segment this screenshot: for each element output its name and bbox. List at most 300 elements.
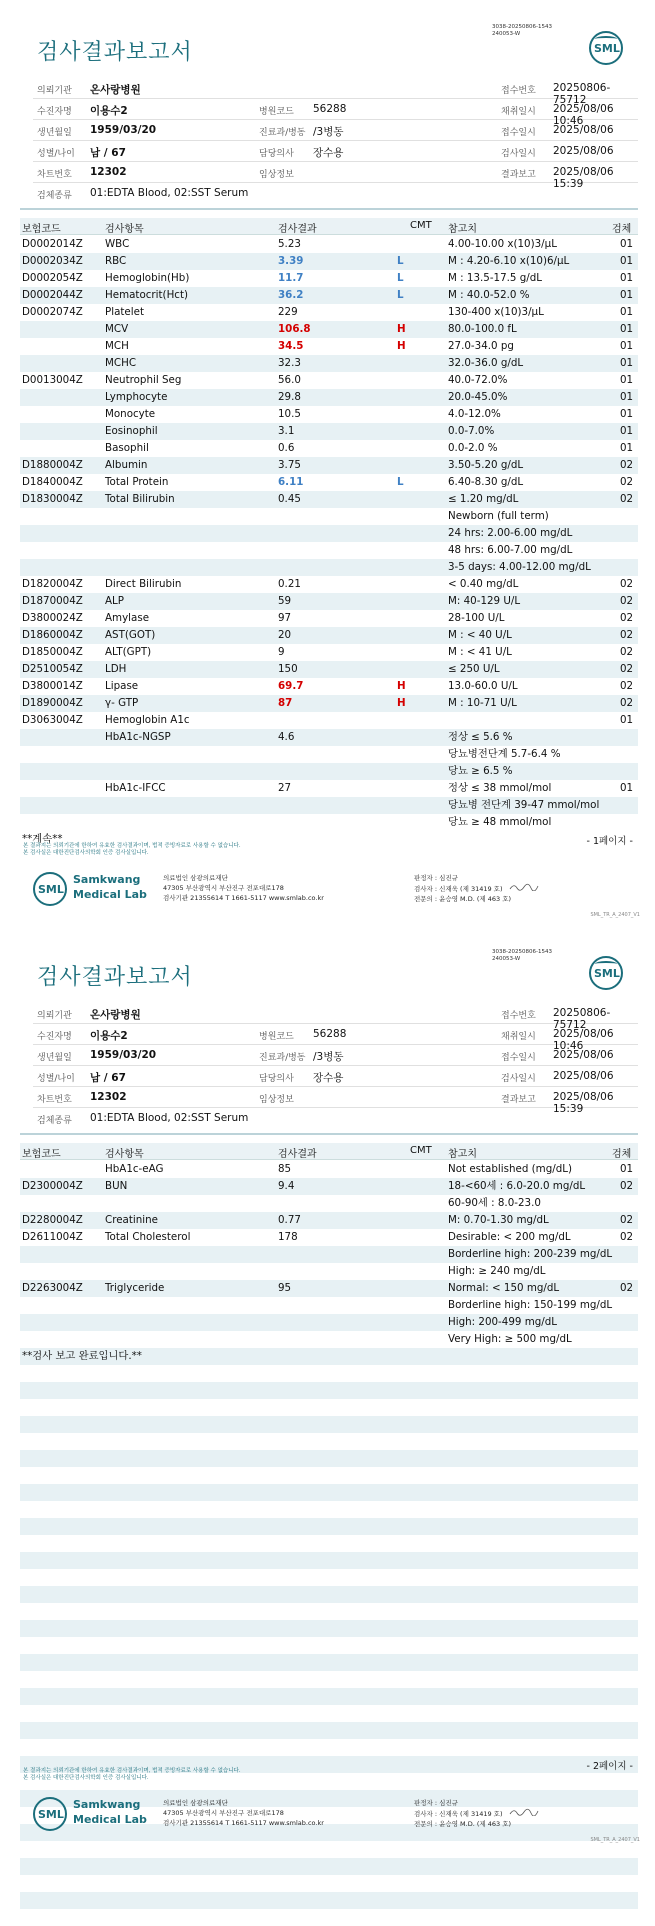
reference-range: M: 0.70-1.30 mg/dL (448, 1214, 549, 1226)
test-result: 32.3 (278, 357, 301, 369)
table-row (20, 695, 638, 712)
label-receipt-no: 접수번호 (501, 86, 536, 96)
reference-range: 당뇨 ≥ 48 mmol/mol (448, 816, 552, 828)
receipt-date: 2025/08/06 (553, 124, 614, 136)
insurance-code: D2263004Z (22, 1282, 83, 1294)
specimen-code: 02 (620, 1214, 634, 1226)
insurance-code: D2510054Z (22, 663, 83, 675)
reference-range: 6.40-8.30 g/dL (448, 476, 524, 488)
test-name: Hematocrit(Hct) (105, 289, 189, 301)
footer-logo: SML Samkwang Medical Lab (33, 868, 133, 908)
test-name: Hemoglobin(Hb) (105, 272, 190, 284)
footer-signatures: 판정자 : 심진규 검사자 : 신재욱 (제 31419 호) 전문의 : 윤승영 M.D. (제 463 호) (414, 873, 539, 904)
test-result: 4.6 (278, 731, 295, 743)
table-row (20, 355, 638, 372)
specimen-code: 02 (620, 1282, 634, 1294)
report-datetime: 2025/08/06 15:39 (553, 166, 614, 190)
test-result: 229 (278, 306, 298, 318)
header-row-3: 생년월일 1959/03/20 진료과/병동 /3병동 접수일시 2025/08/06 (33, 1045, 638, 1066)
specimen-code: 02 (620, 697, 634, 709)
insurance-code: D2280004Z (22, 1214, 83, 1226)
test-name: RBC (105, 255, 127, 267)
test-name: MCV (105, 323, 129, 335)
test-result: 27 (278, 782, 292, 794)
specimen-code: 02 (620, 595, 634, 607)
test-result: 0.45 (278, 493, 301, 505)
footer-info: 의료법인 삼광의료재단 47305 부산광역시 부산진구 전포대로178 검사기관 21355614 T 1661-5117 www.smlab.co.kr (163, 1799, 324, 1827)
specimen-code: 02 (620, 612, 634, 624)
table-row (20, 457, 638, 474)
reference-range: 32.0-36.0 g/dL (448, 357, 524, 369)
test-name: Direct Bilirubin (105, 578, 182, 590)
table-row (20, 661, 638, 678)
test-date: 2025/08/06 (553, 145, 614, 157)
table-row (20, 814, 638, 831)
insurance-code: D2611004Z (22, 1231, 83, 1243)
table-row (20, 1263, 638, 1280)
barcode-text: 3038-20250806-1543 240053-W (492, 24, 552, 37)
empty-row (20, 1909, 638, 1926)
table-row (20, 304, 638, 321)
report-page-2 (0, 925, 655, 1850)
test-name: Basophil (105, 442, 149, 454)
sex-age: 남 / 67 (90, 147, 126, 159)
reference-range: M : < 41 U/L (448, 646, 512, 658)
empty-row (20, 1875, 638, 1892)
insurance-code: D0002044Z (22, 289, 83, 301)
reference-range: 당뇨병전단계 5.7-6.4 % (448, 748, 561, 760)
reference-range: 3-5 days: 4.00-12.00 mg/dL (448, 561, 591, 573)
reference-range: 20.0-45.0% (448, 391, 508, 403)
test-name: Total Bilirubin (105, 493, 175, 505)
form-code: SML_TR_A_2407_V1 (590, 1837, 640, 1843)
reference-range: 24 hrs: 2.00-6.00 mg/dL (448, 527, 573, 539)
insurance-code: D1830004Z (22, 493, 83, 505)
table-row (20, 440, 638, 457)
table-row (20, 321, 638, 338)
test-name: Total Protein (105, 476, 169, 488)
table-row (20, 287, 638, 304)
insurance-code: D3800024Z (22, 612, 83, 624)
cmt-flag: H (397, 697, 406, 709)
specimen-code: 01 (620, 374, 634, 386)
test-name: AST(GOT) (105, 629, 156, 641)
test-result: 9 (278, 646, 285, 658)
reference-range: Borderline high: 150-199 mg/dL (448, 1299, 613, 1311)
empty-row (20, 1654, 638, 1671)
reference-range: 0.0-7.0% (448, 425, 495, 437)
reference-range: 13.0-60.0 U/L (448, 680, 518, 692)
table-row (20, 797, 638, 814)
header-row-1 (33, 78, 638, 106)
test-name: HbA1c-eAG (105, 1163, 164, 1175)
test-name: BUN (105, 1180, 128, 1192)
specimen-code: 01 (620, 391, 634, 403)
reference-range: Borderline high: 200-239 mg/dL (448, 1248, 613, 1260)
insurance-code: D1850004Z (22, 646, 83, 658)
cmt-flag: H (397, 340, 406, 352)
empty-row (20, 1365, 638, 1382)
specimen-code: 02 (620, 663, 634, 675)
test-name: Monocyte (105, 408, 156, 420)
test-result: 85 (278, 1163, 292, 1175)
results-table-page-1 (20, 236, 638, 831)
test-result: 69.7 (278, 680, 304, 692)
header-row-1: 의뢰기관 온사랑병원 접수번호 20250806-75712 (33, 1003, 638, 1024)
cmt-flag: L (397, 476, 404, 488)
cmt-flag: L (397, 289, 404, 301)
specimen-code: 01 (620, 238, 634, 250)
report-title: 검사결과보고서 (37, 40, 193, 65)
footer-note: 본 결과지는 의뢰기관에 한하여 유효한 검사결과이며, 법적 증빙자료로 사용할 수 없습니다. 본 검사실은 대한진단검사의학회 인증 검사실입니다. (23, 1768, 241, 1781)
test-result: 59 (278, 595, 292, 607)
empty-row (20, 1858, 638, 1875)
table-row (20, 712, 638, 729)
reference-range: M : 4.20-6.10 x(10)6/μL (448, 255, 570, 267)
test-name: Neutrophil Seg (105, 374, 182, 386)
table-row (20, 236, 638, 253)
empty-row (20, 1892, 638, 1909)
test-result: 95 (278, 1282, 292, 1294)
test-result: 56.0 (278, 374, 301, 386)
specimen-code: 01 (620, 714, 634, 726)
reference-range: M : 10-71 U/L (448, 697, 517, 709)
insurance-code: D3063004Z (22, 714, 83, 726)
insurance-code: D0013004Z (22, 374, 83, 386)
reference-range: Desirable: < 200 mg/dL (448, 1231, 571, 1243)
reference-range: 정상 ≤ 38 mmol/mol (448, 782, 552, 794)
table-row (20, 678, 638, 695)
test-result: 178 (278, 1231, 298, 1243)
test-result: 0.77 (278, 1214, 301, 1226)
table-row (20, 1161, 638, 1178)
test-name: Hemoglobin A1c (105, 714, 190, 726)
specimen-code: 01 (620, 323, 634, 335)
receipt-no: 20250806-75712 (553, 82, 611, 106)
form-code: SML_TR_A_2407_V1 (590, 912, 640, 918)
test-name: HbA1c-NGSP (105, 731, 171, 743)
test-result: 87 (278, 697, 293, 709)
table-row (20, 729, 638, 746)
test-result: 11.7 (278, 272, 304, 284)
header-row-5: 차트번호 12302 임상정보 결과보고 2025/08/06 15:39 (33, 1087, 638, 1108)
table-row (20, 780, 638, 797)
insurance-code: D1880004Z (22, 459, 83, 471)
empty-row (20, 1348, 638, 1365)
reference-range: ≤ 250 U/L (448, 663, 500, 675)
reference-range: 당뇨병 전단계 39-47 mmol/mol (448, 799, 600, 811)
reference-range: ≤ 1.20 mg/dL (448, 493, 519, 505)
specimen-code: 02 (620, 680, 634, 692)
empty-row (20, 1586, 638, 1603)
specimen-code: 01 (620, 1163, 634, 1175)
empty-row (20, 1637, 638, 1654)
reference-range: 130-400 x(10)3/μL (448, 306, 544, 318)
specimen-code: 01 (620, 425, 634, 437)
empty-row (20, 1382, 638, 1399)
header-row-4: 성별/나이 남 / 67 담당의사 장수용 검사일시 2025/08/06 (33, 141, 638, 162)
empty-row (20, 1484, 638, 1501)
footer-note: 본 결과지는 의뢰기관에 한하여 유효한 검사결과이며, 법적 증빙자료로 사용할 수 없습니다. 본 검사실은 대한진단검사의학회 인증 검사실입니다. (23, 843, 241, 856)
header-row-6: 검체종류 01:EDTA Blood, 02:SST Serum (37, 1112, 249, 1126)
test-name: Eosinophil (105, 425, 158, 437)
sml-logo: SML (589, 956, 623, 990)
hospital-code: 56288 (313, 103, 347, 115)
insurance-code: D3800014Z (22, 680, 83, 692)
empty-row (20, 1433, 638, 1450)
insurance-code: D1860004Z (22, 629, 83, 641)
specimen-code: 02 (620, 476, 634, 488)
reference-range: 40.0-72.0% (448, 374, 508, 386)
reference-range: 당뇨 ≥ 6.5 % (448, 765, 513, 777)
specimen-code: 01 (620, 408, 634, 420)
specimen-code: 02 (620, 646, 634, 658)
empty-row (20, 1535, 638, 1552)
footer-info: 의료법인 삼광의료재단 47305 부산광역시 부산진구 전포대로178 검사기관 21355614 T 1661-5117 www.smlab.co.kr (163, 874, 324, 902)
table-row (20, 372, 638, 389)
empty-row (20, 1416, 638, 1433)
cmt-flag: L (397, 272, 404, 284)
report-title: 검사결과보고서 (37, 965, 193, 990)
table-row (20, 1297, 638, 1314)
specimen-code: 02 (620, 629, 634, 641)
reference-range: 18-<60세 : 6.0-20.0 mg/dL (448, 1180, 586, 1192)
test-result: 97 (278, 612, 292, 624)
reference-range: 정상 ≤ 5.6 % (448, 731, 513, 743)
empty-row (20, 1739, 638, 1756)
table-row (20, 1314, 638, 1331)
test-name: ALT(GPT) (105, 646, 152, 658)
reference-range: Normal: < 150 mg/dL (448, 1282, 560, 1294)
empty-row (20, 1705, 638, 1722)
specimen-code: 01 (620, 442, 634, 454)
reference-range: M : 13.5-17.5 g/dL (448, 272, 543, 284)
reference-range: 28-100 U/L (448, 612, 505, 624)
reference-range: High: 200-499 mg/dL (448, 1316, 558, 1328)
specimen-code: 01 (620, 272, 634, 284)
label-hospital: 의뢰기관 (37, 86, 72, 96)
insurance-code: D2300004Z (22, 1180, 83, 1192)
table-row (20, 389, 638, 406)
test-result: 150 (278, 663, 298, 675)
empty-row (20, 1603, 638, 1620)
table-row (20, 253, 638, 270)
reference-range: M: 40-129 U/L (448, 595, 521, 607)
test-result: 34.5 (278, 340, 304, 352)
header-row-2: 수진자명 이용수2 병원코드 56288 채취일시 2025/08/06 10:46 (33, 1024, 638, 1045)
table-row (20, 746, 638, 763)
cmt-flag: H (397, 323, 406, 335)
table-row (20, 1246, 638, 1263)
empty-row (20, 1467, 638, 1484)
header-row-4: 성별/나이 남 / 67 담당의사 장수용 검사일시 2025/08/06 (33, 1066, 638, 1087)
test-result: 3.39 (278, 255, 304, 267)
test-name: Albumin (105, 459, 148, 471)
insurance-code: D0002014Z (22, 238, 83, 250)
barcode-text: 3038-20250806-1543 240053-W (492, 949, 552, 962)
specimen-code: 01 (620, 306, 634, 318)
table-row (20, 474, 638, 491)
test-result: 0.6 (278, 442, 295, 454)
table-row (20, 508, 638, 525)
header-row-2: 수진자명 이용수2 병원코드 56288 채취일시 2025/08/06 10:46 (33, 99, 638, 120)
test-result: 106.8 (278, 323, 311, 335)
empty-row (20, 1518, 638, 1535)
empty-row (20, 1569, 638, 1586)
test-name: LDH (105, 663, 127, 675)
specimen-code: 01 (620, 782, 634, 794)
divider (20, 208, 638, 210)
insurance-code: D0002034Z (22, 255, 83, 267)
test-name: γ- GTP (105, 697, 139, 709)
page-number: - 1페이지 - (586, 836, 633, 847)
specimen-code: 01 (620, 289, 634, 301)
cmt-flag: H (397, 680, 406, 692)
footer-logo: SML Samkwang Medical Lab (33, 1793, 133, 1833)
table-row (20, 576, 638, 593)
insurance-code: D1870004Z (22, 595, 83, 607)
report-page-1 (0, 0, 655, 925)
header-row-3: 생년월일 1959/03/20 진료과/병동 /3병동 접수일시 2025/08/06 (33, 120, 638, 141)
specimen-code: 01 (620, 340, 634, 352)
reference-range: 60-90세 : 8.0-23.0 (448, 1197, 541, 1209)
test-name: HbA1c-IFCC (105, 782, 166, 794)
test-result: 9.4 (278, 1180, 295, 1192)
test-result: 20 (278, 629, 292, 641)
reference-range: M : 40.0-52.0 % (448, 289, 530, 301)
collect-datetime: 2025/08/06 10:46 (553, 103, 614, 127)
empty-row (20, 1501, 638, 1518)
table-row (20, 270, 638, 287)
hospital-name: 온사랑병원 (90, 84, 141, 96)
test-name: ALP (105, 595, 124, 607)
specimen-code: 02 (620, 578, 634, 590)
reference-range: 48 hrs: 6.00-7.00 mg/dL (448, 544, 573, 556)
reference-range: < 0.40 mg/dL (448, 578, 519, 590)
specimen-code: 01 (620, 255, 634, 267)
test-result: 5.23 (278, 238, 301, 250)
header-row-6: 검체종류 01:EDTA Blood, 02:SST Serum (37, 187, 249, 201)
test-name: Lymphocyte (105, 391, 168, 403)
reference-range: M : < 40 U/L (448, 629, 512, 641)
table-row (20, 406, 638, 423)
test-result: 6.11 (278, 476, 304, 488)
page-number: - 2페이지 - (586, 1761, 633, 1772)
test-name: MCHC (105, 357, 137, 369)
table-row (20, 763, 638, 780)
test-name: Creatinine (105, 1214, 158, 1226)
table-row (20, 491, 638, 508)
specimen-types: 01:EDTA Blood, 02:SST Serum (90, 187, 249, 199)
continued-label: **계속** (22, 833, 63, 845)
test-result: 0.21 (278, 578, 301, 590)
divider (20, 1133, 638, 1135)
reference-range: 4.00-10.00 x(10)3/μL (448, 238, 557, 250)
signature-mark (509, 883, 539, 891)
reference-range: Very High: ≥ 500 mg/dL (448, 1333, 572, 1345)
test-name: WBC (105, 238, 130, 250)
empty-row (20, 1620, 638, 1637)
reference-range: High: ≥ 240 mg/dL (448, 1265, 546, 1277)
test-name: Total Cholesterol (105, 1231, 191, 1243)
specimen-code: 02 (620, 1231, 634, 1243)
reference-range: 4.0-12.0% (448, 408, 501, 420)
insurance-code: D0002054Z (22, 272, 83, 284)
doctor-name: 장수용 (313, 147, 344, 159)
empty-row (20, 1688, 638, 1705)
table-row (20, 423, 638, 440)
specimen-code: 02 (620, 459, 634, 471)
insurance-code: D1840004Z (22, 476, 83, 488)
test-result: 36.2 (278, 289, 304, 301)
test-result: 10.5 (278, 408, 301, 420)
empty-row (20, 1399, 638, 1416)
insurance-code: D0002074Z (22, 306, 83, 318)
table-row (20, 610, 638, 627)
test-result: 3.75 (278, 459, 301, 471)
table-row (20, 1212, 638, 1229)
reference-range: 3.50-5.20 g/dL (448, 459, 524, 471)
test-name: Amylase (105, 612, 150, 624)
table-row (20, 644, 638, 661)
table-row (20, 542, 638, 559)
table-row (20, 627, 638, 644)
test-name: Triglyceride (105, 1282, 165, 1294)
cmt-flag: L (397, 255, 404, 267)
test-result: 29.8 (278, 391, 301, 403)
table-row (20, 1331, 638, 1348)
specimen-code: 02 (620, 1180, 634, 1192)
table-row (20, 1229, 638, 1246)
table-header: 보험코드 검사항목 검사결과 CMT 참고치 검체 (20, 218, 638, 235)
table-row (20, 593, 638, 610)
table-row (20, 559, 638, 576)
footer-signatures: 판정자 : 심진규 검사자 : 신재욱 (제 31419 호) 전문의 : 윤승영 M.D. (제 463 호) (414, 1798, 539, 1829)
specimen-code: 01 (620, 357, 634, 369)
table-header: 보험코드 검사항목 검사결과 CMT 참고치 검체 (20, 1143, 638, 1160)
test-name: MCH (105, 340, 129, 352)
reference-range: Newborn (full term) (448, 510, 549, 522)
table-row (20, 1195, 638, 1212)
insurance-code: D1890004Z (22, 697, 83, 709)
reference-range: Not established (mg/dL) (448, 1163, 572, 1175)
empty-row (20, 1450, 638, 1467)
birth-date: 1959/03/20 (90, 124, 157, 136)
reference-range: 27.0-34.0 pg (448, 340, 514, 352)
empty-row (20, 1722, 638, 1739)
table-row (20, 1178, 638, 1195)
table-row (20, 338, 638, 355)
table-row (20, 1280, 638, 1297)
signature-mark (509, 1808, 539, 1816)
completed-label: **검사 보고 완료입니다.** (22, 1350, 142, 1362)
test-name: Platelet (105, 306, 144, 318)
table-row (20, 525, 638, 542)
test-result: 3.1 (278, 425, 295, 437)
reference-range: 0.0-2.0 % (448, 442, 498, 454)
empty-row (20, 1552, 638, 1569)
insurance-code: D1820004Z (22, 578, 83, 590)
chart-number: 12302 (90, 166, 127, 178)
specimen-code: 02 (620, 493, 634, 505)
reference-range: 80.0-100.0 fL (448, 323, 517, 335)
patient-name: 이용수2 (90, 105, 128, 117)
department: /3병동 (313, 126, 344, 138)
test-name: Lipase (105, 680, 139, 692)
header-row-5: 차트번호 12302 임상정보 결과보고 2025/08/06 15:39 (33, 162, 638, 183)
sml-logo: SML (589, 31, 623, 65)
empty-row (20, 1671, 638, 1688)
